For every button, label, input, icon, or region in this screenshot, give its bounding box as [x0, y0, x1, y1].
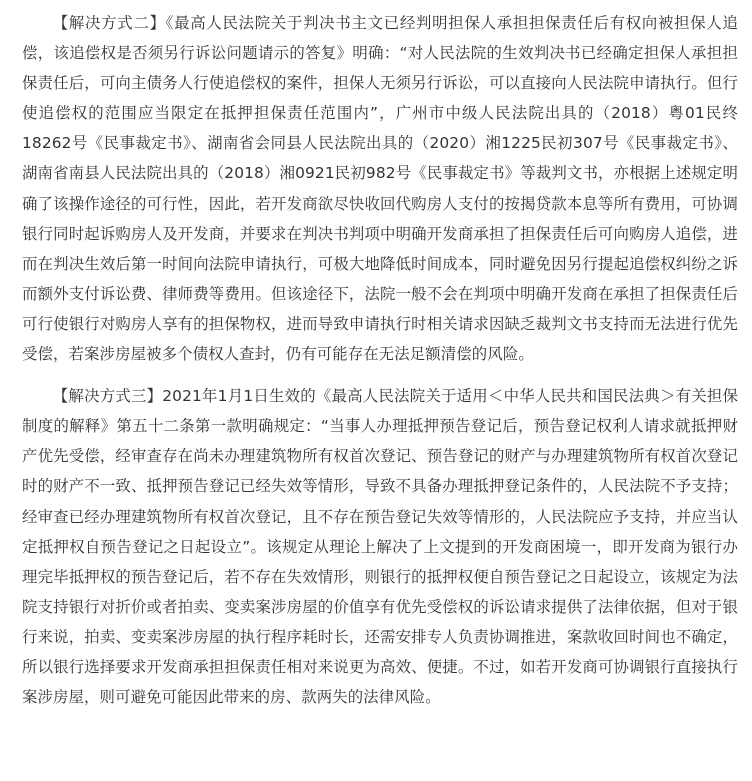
paragraph-solution-three — [22, 381, 738, 712]
document-body — [22, 8, 738, 712]
paragraph-heading: 【解决方式三】 — [52, 387, 163, 406]
paragraph-text: 《最高人民法院关于判决书主文已经判明担保人承担担保责任后有权向被担保人追偿，该追偿权是否须另行诉讼问题请示的答复》明确：“对人民法院的生效判决书已经确定担保人承担担保责任后，可向主债务人行使追偿权的案件，担保人无须另行诉讼，可以直接向人民法院申请执行。但行使追偿权的范围应当限定在抵押担保责任范围内”，广州市中级人民法院出具的（2018）粤01民终18262号《民事裁定书》、湖南省会同县人民法院出具的（2020）湘1225民初307号《民事裁定书》、湖南省南县人民法院出具的（2018）湘0921民初982号《民事裁定书》等裁判文书，亦根据上述规定明确了该操作途径的可行性，因此，若开发商欲尽快收回代购房人支付的按揭贷款本息等所有费用，可协调银行同时起诉购房人及开发商，并要求在判决书判项中明确开发商承担了担保责任后可向购房人追偿，进而在判决生效后第一时间向法院申请执行，可极大地降低时间成本，同时避免因另行提起追偿权纠纷之诉而额外支付诉讼费、律师费等费用。但该途径下，法院一般不会在判项中明确开发商在承担了担保责任后可行使银行对购房人享有的担保物权，进而导致申请执行时相关请求因缺乏裁判文书支持而无法进行优先受偿，若案涉房屋被多个债权人查封，仍有可能存在无法足额清偿的风险。 — [22, 14, 739, 364]
paragraph-text: 2021年1月1日生效的《最高人民法院关于适用＜中华人民共和国民法典＞有关担保制度的解释》第五十二条第一款明确规定：“当事人办理抵押预告登记后，预告登记权利人请求就抵押财产优先受偿，经审查存在尚未办理建筑物所有权首次登记、预告登记的财产与办理建筑物所有权首次登记时的财产不一致、抵押预告登记已经失效等情形，导致不具备办理抵押登记条件的，人民法院不予支持；经审查已经办理建筑物所有权首次登记，且不存在预告登记失效等情形的，人民法院应予支持，并应当认定抵押权自预告登记之日起设立”。该规定从理论上解决了上文提到的开发商困境一，即开发商为银行办理完毕抵押权的预告登记后，若不存在失效情形，则银行的抵押权便自预告登记之日起设立，该规定为法院支持银行对折价或者拍卖、变卖案涉房屋的价值享有优先受偿权的诉讼请求提供了法律依据，但对于银行来说，拍卖、变卖案涉房屋的执行程序耗时长，还需安排专人负责协调推进，案款收回时间也不确定，所以银行选择要求开发商承担担保责任相对来说更为高效、便捷。不过，如若开发商可协调银行直接执行案涉房屋，则可避免可能因此带来的房、款两失的法律风险。 — [22, 387, 739, 707]
paragraph-solution-two — [22, 8, 738, 369]
paragraph-heading: 【解决方式二】 — [52, 14, 166, 32]
